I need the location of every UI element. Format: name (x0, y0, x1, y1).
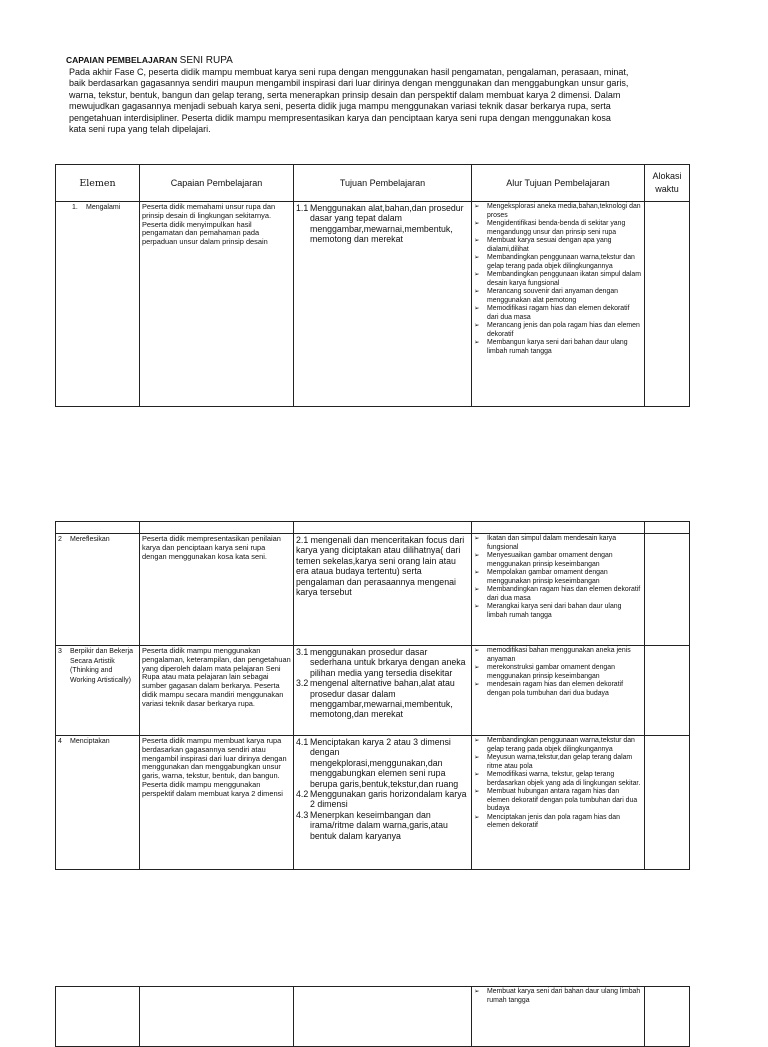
row-number: 3 (58, 648, 62, 655)
tujuan-cell (294, 736, 472, 870)
elemen-cell (56, 987, 140, 1047)
elemen-cell (56, 534, 140, 646)
page-heading (66, 55, 233, 66)
tujuan-text: Menggunakan garis horizondalam karya 2 dimensi (310, 789, 467, 810)
alur-text: Membuat hubungan antara ragam hias dan elemen dekoratif dengan pola tumbuhan dari dua budaya (487, 788, 638, 812)
list-item (474, 271, 642, 288)
header-tujuan: Tujuan Pembelajaran (294, 165, 472, 202)
alur-text: Meyusun warna,tekstur,dan gelap terang dalam ritme atau pola (487, 754, 633, 770)
alur-text: Memodifikasi warna, tekstur, gelap terang berdasarkan objek yang ada di lingkungan sekitar. (487, 771, 641, 787)
alur-text: Merancang souvenir dari anyaman dengan menggunakan alat pemotong (487, 288, 619, 304)
table-row (56, 987, 690, 1047)
alur-text: mendesain ragam hias dan elemen dekoratif dengan pola tumbuhan dari dua budaya (487, 681, 623, 697)
learning-table-page3 (55, 986, 690, 1047)
header-alokasi: Alokasi waktu (645, 165, 690, 202)
table-row (56, 202, 690, 407)
capaian-cell: Peserta didik mempresentasikan penilaian karya dan penciptaan karya seni rupa dengan menggunakan kosa kata seni. (140, 534, 294, 646)
alur-list (474, 988, 642, 1005)
list-item (474, 322, 642, 339)
list-item (474, 552, 642, 569)
tujuan-number: 3.1 (296, 647, 309, 657)
alur-text: memodifikasi bahan menggunakan aneka jenis anyaman (487, 647, 631, 663)
alur-cell (472, 646, 645, 736)
list-item (474, 988, 642, 1005)
heading-prefix: CAPAIAN PEMBELAJARAN (66, 55, 178, 65)
list-item (474, 203, 642, 220)
elemen-cell (56, 736, 140, 870)
list-item (474, 771, 642, 788)
alur-text: Ikatan dan simpul dalam mendesain karya fungsional (487, 535, 617, 551)
arrow-bullet-icon: ➢ (474, 664, 480, 671)
list-item (474, 788, 642, 814)
list-item (474, 305, 642, 322)
alokasi-cell (645, 646, 690, 736)
elemen-label: Mengalami (86, 204, 121, 211)
tujuan-number: 3.2 (296, 678, 309, 689)
header-elemen: Elemen (56, 165, 140, 202)
tujuan-text: Menerpkan keseimbangan dan irama/ritme dalam warna,garis,atau bentuk dalam karyanya (310, 809, 448, 841)
arrow-bullet-icon: ➢ (474, 203, 480, 210)
list-item (474, 254, 642, 271)
arrow-bullet-icon: ➢ (474, 737, 480, 744)
tujuan-item (296, 678, 469, 720)
alur-list (474, 737, 642, 831)
list-item (474, 737, 642, 754)
tujuan-text: menggunakan prosedur dasar sederhana untuk brkarya dengan aneka pilihan media yang tersedia disekitar (310, 647, 466, 678)
table-row (56, 646, 690, 736)
alur-text: Membuat karya seni dari bahan daur ulang limbah rumah tangga (487, 988, 641, 1004)
list-item (474, 339, 642, 356)
arrow-bullet-icon: ➢ (474, 254, 480, 261)
heading-subject: SENI RUPA (179, 55, 233, 66)
alur-cell (472, 987, 645, 1047)
learning-table-page1 (55, 164, 690, 407)
list-item (474, 237, 642, 254)
tujuan-text: Menciptakan karya 2 atau 3 dimensi dengan mengekplorasi,menggunakan,dan menggabungkan elemen seni rupa berupa garis,bentuk,tekstur,dan ruang (310, 737, 459, 789)
arrow-bullet-icon: ➢ (474, 681, 480, 688)
arrow-bullet-icon: ➢ (474, 322, 480, 329)
table-row (56, 736, 690, 870)
list-item (474, 220, 642, 237)
tujuan-item (296, 737, 469, 789)
elemen-label: Menciptakan (70, 738, 110, 745)
alokasi-cell (645, 202, 690, 407)
list-item (474, 535, 642, 552)
list-item (474, 754, 642, 771)
capaian-cell: Peserta didik memahami unsur rupa dan prinsip desain di lingkungan sekitarnya. Peserta didik menyimpulkan hasil pengamatan dan pemahaman pada perpaduan unsur dalam prinsip desain (140, 202, 294, 407)
tujuan-number: 1.1 (296, 203, 309, 213)
alur-text: Mengeksplorasi aneka media,bahan,teknologi dan proses (487, 203, 641, 219)
arrow-bullet-icon: ➢ (474, 220, 480, 227)
arrow-bullet-icon: ➢ (474, 988, 480, 995)
alur-text: Membangun karya seni dari bahan daur ulang limbah rumah tangga (487, 339, 628, 355)
alur-text: Menyesuaikan gambar ornament dengan menggunakan prinsip keseimbangan (487, 552, 613, 568)
tujuan-text: mengenal alternative bahan,alat atau prosedur dasar dalam menggambar,mewarnai,membentuk, memotong,dan merekat (310, 678, 455, 720)
header-capaian: Capaian Pembelajaran (140, 165, 294, 202)
alokasi-cell (645, 534, 690, 646)
arrow-bullet-icon: ➢ (474, 603, 480, 610)
learning-table-page2 (55, 521, 690, 870)
arrow-bullet-icon: ➢ (474, 271, 480, 278)
capaian-cell: Peserta didik mampu membuat karya rupa berdasarkan gagasannya sendiri atau mengambil inspirasi dari luar dirinya dengan menggunakan dan menggabungkan unsur garis, warna, tekstur, bentuk, dan bangun. Peserta didik mampu menggunakan perspektif dalam membuat karya 2 dimensi (140, 736, 294, 870)
list-item (474, 664, 642, 681)
alur-text: Membandingkan penggunaan ikatan simpul dalam desain karya fungsional (487, 271, 641, 287)
list-item (474, 603, 642, 620)
table-header-row (56, 165, 690, 202)
elemen-cell (56, 202, 140, 407)
row-number: 1. (72, 204, 78, 211)
arrow-bullet-icon: ➢ (474, 535, 480, 542)
elemen-label: Mereflesikan (70, 536, 110, 543)
arrow-bullet-icon: ➢ (474, 552, 480, 559)
capaian-cell (140, 987, 294, 1047)
alur-list (474, 203, 642, 356)
tujuan-item (296, 203, 469, 245)
list-item (474, 681, 642, 698)
arrow-bullet-icon: ➢ (474, 586, 480, 593)
tujuan-text: 2.1 mengenali dan menceritakan focus dari karya yang diciptakan atau dilihatnya( dari temen sekelas,karya seni orang lain atau era ataua budaya tertentu) serta pengalaman dan perasaannya mengenai karya tersebut (296, 535, 465, 598)
elemen-label: Berpikir dan Bekerja Secara Artistik (Thinking and Working Artistically) (70, 648, 134, 684)
alur-cell (472, 534, 645, 646)
arrow-bullet-icon: ➢ (474, 813, 480, 821)
tujuan-item (296, 789, 469, 810)
tujuan-cell (294, 987, 472, 1047)
tujuan-number: 4.2 (296, 789, 309, 800)
arrow-bullet-icon: ➢ (474, 339, 480, 346)
list-item (474, 569, 642, 586)
alur-text: Menciptakan jenis dan pola ragam hias dan elemen dekoratif (487, 813, 620, 829)
tujuan-number: 4.3 (296, 809, 309, 820)
alokasi-cell (645, 736, 690, 870)
arrow-bullet-icon: ➢ (474, 569, 480, 576)
capaian-cell: Peserta didik mampu menggunakan pengalaman, keterampilan, dan pengetahuan yang diperoleh dalam mata pelajaran Seni Rupa atau mata pelajaran lain sebagai sumber gagasan dalam berkarya. Peserta didik mampu secara mandiri menggunakan variasi teknik dasar berkarya rupa. (140, 646, 294, 736)
alur-text: Membuat karya sesuai dengan apa yang dialami,dilihat (487, 237, 612, 253)
alur-text: Mengidentifikasi benda-benda di sekitar yang mengandungg unsur dan prinsip seni rupa (487, 220, 626, 236)
alur-text: Membandingkan ragam hias dan elemen dekoratif dari dua masa (487, 586, 641, 602)
alur-text: Merangkai karya seni dari bahan daur ulang limbah rumah tangga (487, 603, 622, 619)
tujuan-item (296, 810, 469, 841)
tujuan-cell (294, 534, 472, 646)
alur-text: Membandingkan penggunaan warna,tekstur dan gelap terang pada objek dilingkungannya (487, 737, 635, 753)
tujuan-number: 4.1 (296, 737, 309, 747)
header-alur: Alur Tujuan Pembelajaran (472, 165, 645, 202)
arrow-bullet-icon: ➢ (474, 788, 480, 795)
tujuan-item (296, 535, 469, 597)
tujuan-cell (294, 646, 472, 736)
alur-list (474, 535, 642, 620)
alokasi-cell (645, 987, 690, 1047)
list-item (474, 647, 642, 664)
alur-list (474, 647, 642, 698)
alur-text: merekonstruksi gambar ornament dengan menggunakan prinsip keseimbangan (487, 664, 615, 680)
arrow-bullet-icon: ➢ (474, 771, 480, 778)
alur-text: Memodifikasi ragam hias dan elemen dekoratif dari dua masa (487, 305, 630, 321)
table-header-row-blank (56, 522, 690, 534)
arrow-bullet-icon: ➢ (474, 754, 480, 761)
arrow-bullet-icon: ➢ (474, 237, 480, 244)
alur-text: Mempolakan gambar ornament dengan menggunakan prinsip keseimbangan (487, 569, 608, 585)
tujuan-cell (294, 202, 472, 407)
alur-cell (472, 736, 645, 870)
alur-text: Merancang jenis dan pola ragam hias dan elemen dekoratif (487, 322, 640, 338)
row-number: 4 (58, 738, 62, 745)
row-number: 2 (58, 536, 62, 543)
table-row (56, 534, 690, 646)
alur-cell (472, 202, 645, 407)
list-item (474, 814, 642, 831)
alur-text: Membandingkan penggunaan warna,tekstur dan gelap terang pada objek dilingkungannya (487, 254, 635, 270)
arrow-bullet-icon: ➢ (474, 288, 480, 295)
list-item (474, 586, 642, 603)
tujuan-text: Menggunakan alat,bahan,dan prosedur dasar yang tepat dalam menggambar,mewarnai,membentuk, memotong dan merekat (310, 203, 464, 245)
arrow-bullet-icon: ➢ (474, 305, 480, 312)
intro-paragraph: Pada akhir Fase C, peserta didik mampu membuat karya seni rupa dengan menggunakan hasil pengamatan, pengalaman, perasaan, minat, baik berdasarkan gagasannya sendiri maupun mengambil inspirasi dari luar dirinya dengan menggunakan dan menggabungkan unsur garis, warna, tekstur, bentuk, bangun dan gelap terang, serta menerapkan prinsip desain dan perspektif dalam membuat karya 2 dimensi. Dalam mewujudkan gagasannya menjadi sebuah karya seni, peserta didik juga mampu menggunakan variasi teknik dasar berkarya rupa, serta pengetahuan interdisipliner. Peserta didik mampu mempresentasikan karya dan penciptaan karya seni rupa dengan menggunakan kosa kata seni rupa yang telah dipelajari. (69, 67, 629, 135)
tujuan-item (296, 647, 469, 678)
list-item (474, 288, 642, 305)
elemen-cell (56, 646, 140, 736)
arrow-bullet-icon: ➢ (474, 647, 480, 654)
